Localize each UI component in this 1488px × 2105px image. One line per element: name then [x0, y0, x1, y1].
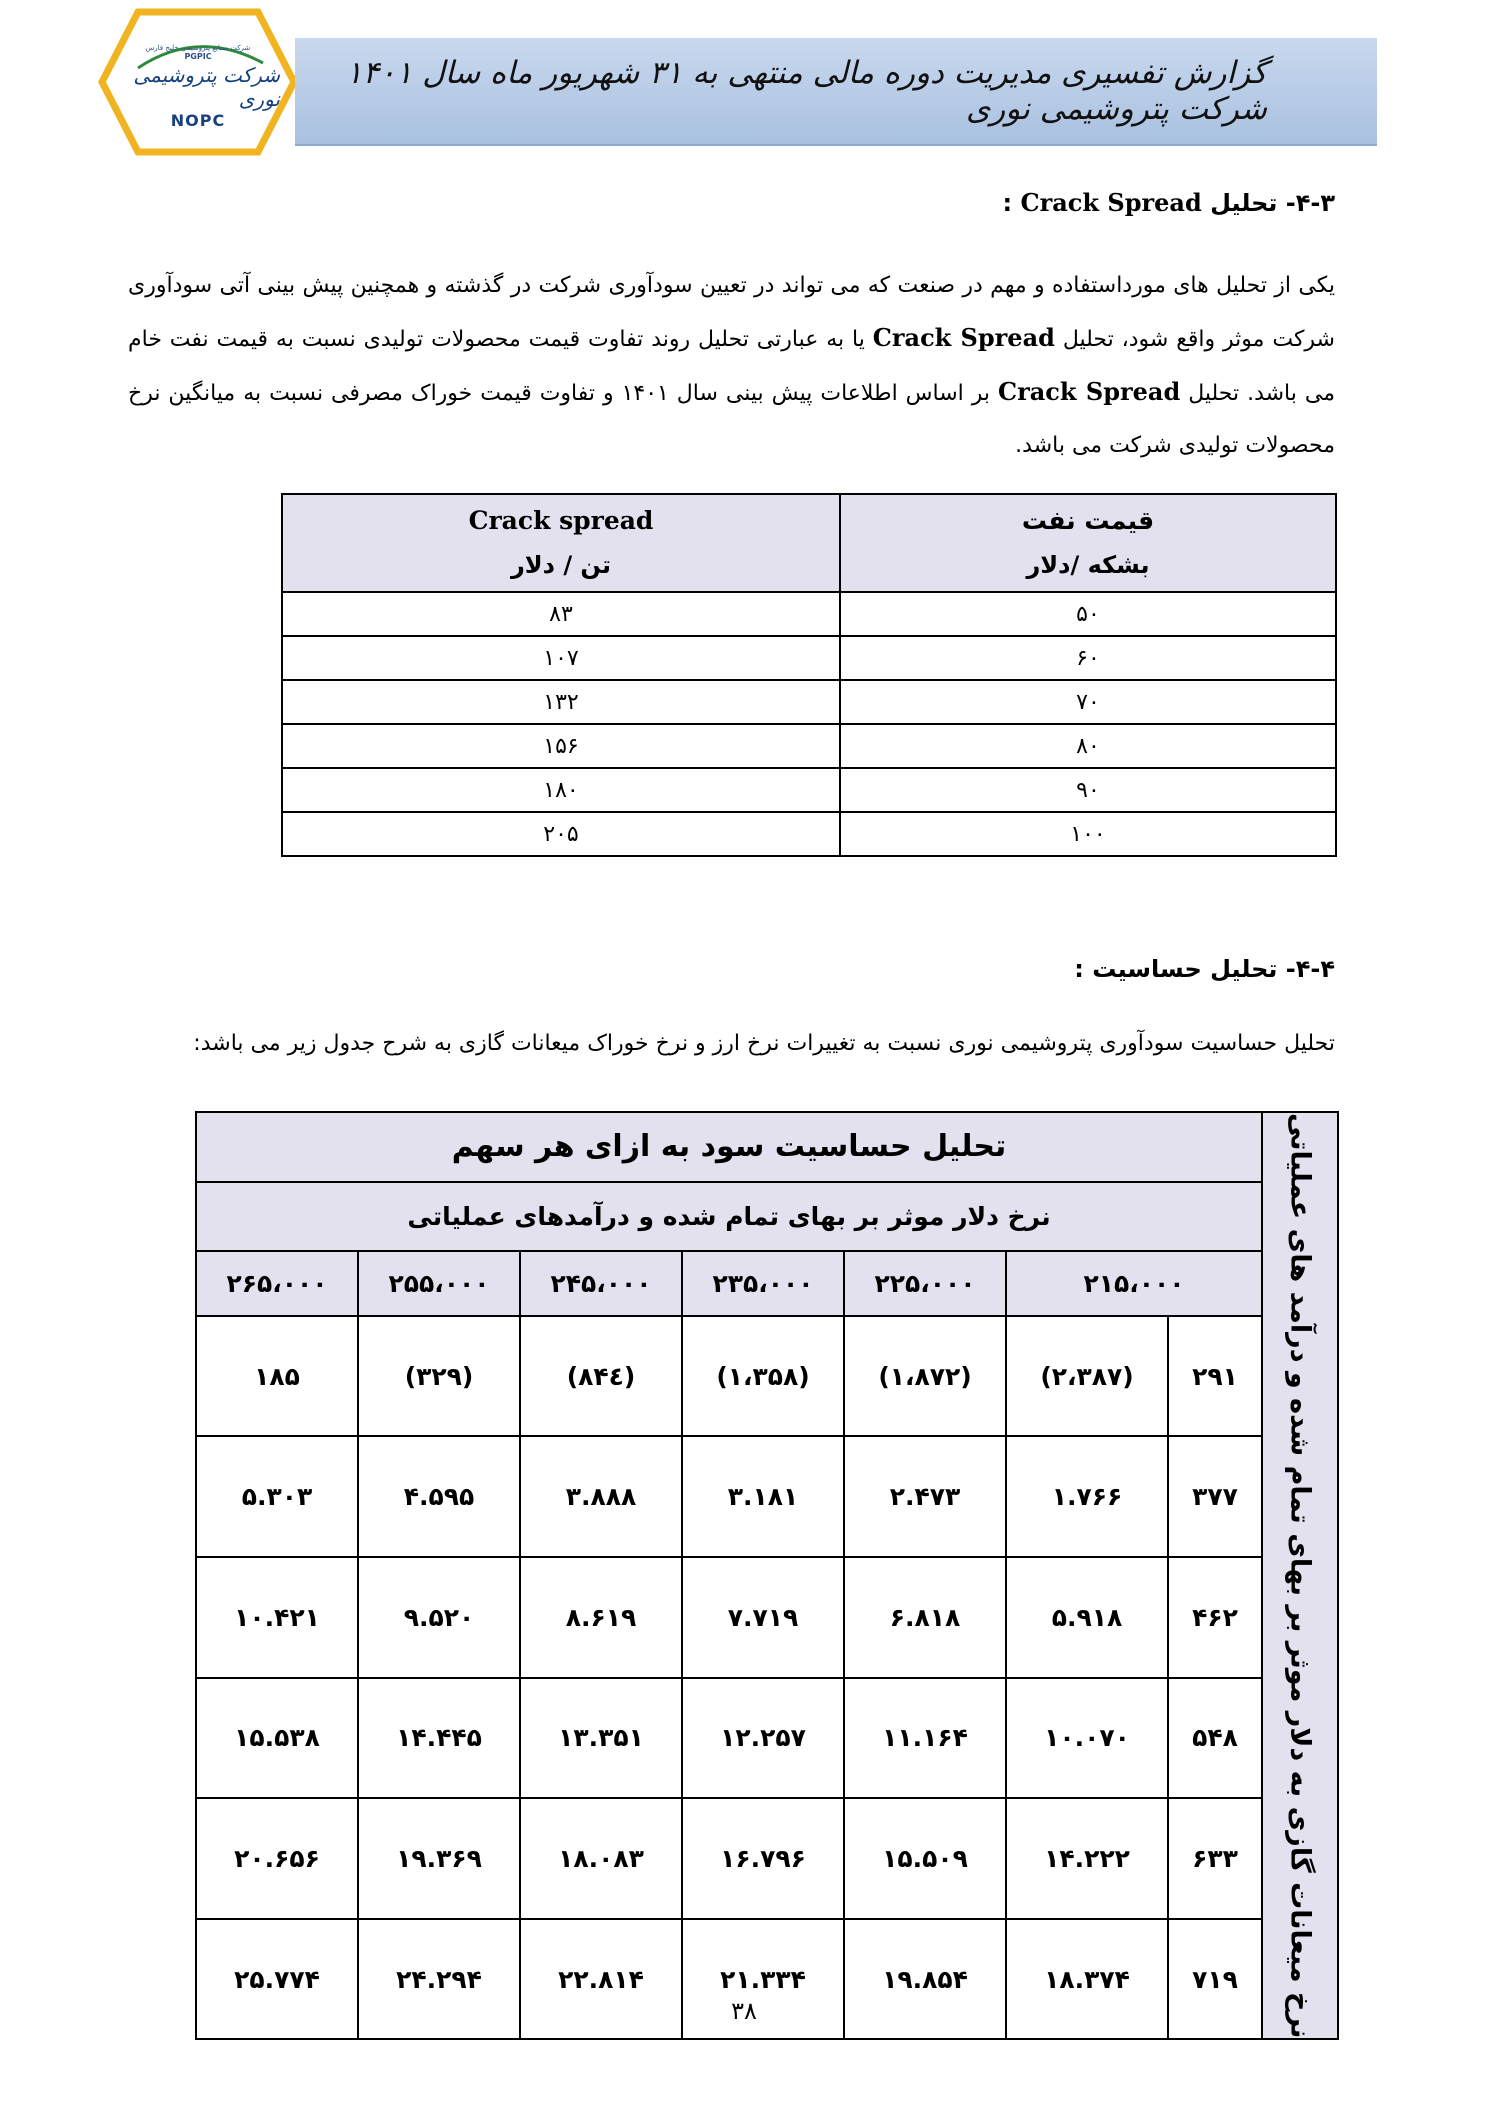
table-cell: ۱۹.۳۶۹: [358, 1798, 520, 1919]
table-row: [196, 1316, 1338, 1437]
section-heading-crack-spread: [1003, 188, 1336, 217]
row-key-cell: ۷۱۹: [1168, 1919, 1262, 2040]
table-cell: ۲۴.۲۹۴: [358, 1919, 520, 2040]
table-cell: ۱۶.۷۹۶: [682, 1798, 844, 1919]
table-cell: (۱،۸۷۲): [844, 1316, 1006, 1437]
table-row: [196, 1436, 1338, 1557]
table-row: [196, 1678, 1338, 1799]
crack-spread-header-unit: تن / دلار: [510, 551, 612, 579]
table-cell: ۲۰.۶۵۶: [196, 1798, 358, 1919]
row-key-cell: ۶۳۳: [1168, 1798, 1262, 1919]
logo-company-name: شرکت پتروشیمی نوری: [133, 63, 280, 111]
table-cell: ۶.۸۱۸: [844, 1557, 1006, 1678]
table-row: [282, 680, 1336, 724]
para-part-2: یا به عبارتی تحلیل روند تفاوت قیمت محصولات تولیدی نسبت به قیمت نفت خام می باشد. تحلیل: [128, 327, 1335, 406]
table-cell: (۲،۳۸۷): [1006, 1316, 1168, 1437]
table-cell: ۱۴.۲۲۲: [1006, 1798, 1168, 1919]
table-cell: ۵.۳۰۳: [196, 1436, 358, 1557]
logo-pgpic-text: PGPIC: [184, 52, 212, 61]
table-cell: ۱۵.۵۳۸: [196, 1678, 358, 1799]
crack-spread-cell: ۱۸۰: [282, 768, 840, 812]
table-row: [282, 592, 1336, 636]
sensitivity-table-title: تحلیل حساسیت سود به ازای هر سهم: [196, 1112, 1262, 1182]
column-header: ۲۲۵،۰۰۰: [844, 1251, 1006, 1316]
row-key-cell: ۴۶۲: [1168, 1557, 1262, 1678]
crack-spread-header: [282, 494, 840, 592]
oil-price-header-title: قیمت نفت: [1021, 506, 1155, 535]
crack-spread-cell: ۲۰۵: [282, 812, 840, 856]
table-cell: ۱۸.۰۸۳: [520, 1798, 682, 1919]
report-title: گزارش تفسیری مدیریت دوره مالی منتهی به ۳۱ شهریور ماه سال ۱۴۰۱ شرکت پتروشیمی نوری: [345, 55, 1267, 127]
oil-price-cell: ۵۰: [840, 592, 1336, 636]
para-latin-2: Crack Spread: [997, 377, 1181, 406]
heading-suffix: :: [1002, 189, 1013, 217]
table-cell: ۱۳.۳۵۱: [520, 1678, 682, 1799]
table-cell: (۸۴٤): [520, 1316, 682, 1437]
table-row: [282, 724, 1336, 768]
crack-spread-paragraph: [128, 260, 1335, 472]
table-cell: ۱۰.۴۲۱: [196, 1557, 358, 1678]
table-cell: ۲.۴۷۳: [844, 1436, 1006, 1557]
oil-price-cell: ۹۰: [840, 768, 1336, 812]
table-row: [282, 812, 1336, 856]
table-cell: ۸.۶۱۹: [520, 1557, 682, 1678]
column-header: ۲۴۵،۰۰۰: [520, 1251, 682, 1316]
table-cell: (۳۲۹): [358, 1316, 520, 1437]
sensitivity-table: [195, 1111, 1339, 2040]
table-row: [282, 768, 1336, 812]
table-cell: ۱۰.۰۷۰: [1006, 1678, 1168, 1799]
table-cell: ۳.۱۸۱: [682, 1436, 844, 1557]
table-cell: ۷.۷۱۹: [682, 1557, 844, 1678]
crack-spread-header-title: Crack spread: [468, 506, 654, 535]
para-part-1: یکی از تحلیل های مورداستفاده و مهم در صنعت که می تواند در تعیین سودآوری شرکت در گذشته و همچنین پیش بینی آتی سودآوری شرکت موثر واقع شود، تحلیل: [128, 273, 1335, 352]
company-logo: [98, 8, 298, 156]
oil-price-cell: ۷۰: [840, 680, 1336, 724]
table-cell: ۲۱.۳۳۴: [682, 1919, 844, 2040]
table-cell: ۲۵.۷۷۴: [196, 1919, 358, 2040]
column-header: ۲۱۵،۰۰۰: [1006, 1251, 1262, 1316]
table-cell: ۱.۷۶۶: [1006, 1436, 1168, 1557]
sensitivity-paragraph: تحلیل حساسیت سودآوری پتروشیمی نوری نسبت به تغییرات نرخ ارز و نرخ خوراک میعانات گازی به شرح جدول زیر می باشد:: [193, 1031, 1335, 1056]
table-cell: ۴.۵۹۵: [358, 1436, 520, 1557]
table-cell: ۱۴.۴۴۵: [358, 1678, 520, 1799]
logo-parent-company-text: شرکت صنایع پتروشیمی خلیج فارس: [145, 44, 251, 52]
header-banner: [295, 38, 1377, 146]
dollar-rate-header: نرخ دلار موثر بر بهای تمام شده و درآمدهای عملیاتی: [196, 1182, 1262, 1252]
row-key-cell: ۵۴۸: [1168, 1678, 1262, 1799]
row-key-cell: ۲۹۱: [1168, 1316, 1262, 1437]
table-row: [196, 1798, 1338, 1919]
table-cell: ۵.۹۱۸: [1006, 1557, 1168, 1678]
column-header: ۲۶۵،۰۰۰: [196, 1251, 358, 1316]
table-cell: ۱۱.۱۶۴: [844, 1678, 1006, 1799]
crack-spread-cell: ۱۰۷: [282, 636, 840, 680]
table-cell: ۱۵.۵۰۹: [844, 1798, 1006, 1919]
table-cell: ۱۹.۸۵۴: [844, 1919, 1006, 2040]
crack-spread-table: [281, 493, 1337, 857]
column-header-row: [196, 1251, 1338, 1316]
table-cell: ۱۸۵: [196, 1316, 358, 1437]
para-part-3: بر اساس اطلاعات پیش بینی سال ۱۴۰۱ و تفاوت قیمت خوراک مصرفی نسبت به میانگین نرخ محصولات تولیدی شرکت می باشد.: [128, 381, 1335, 458]
logo-nopc-text: NOPC: [170, 111, 226, 130]
crack-spread-cell: ۱۵۶: [282, 724, 840, 768]
table-cell: ۱۸.۳۷۴: [1006, 1919, 1168, 2040]
oil-price-cell: ۶۰: [840, 636, 1336, 680]
oil-price-header: [840, 494, 1336, 592]
table-row: [282, 636, 1336, 680]
heading-latin: Crack Spread: [1020, 188, 1202, 217]
page-number: ۳۸: [731, 1997, 757, 2025]
oil-price-cell: ۱۰۰: [840, 812, 1336, 856]
table-cell: ۳.۸۸۸: [520, 1436, 682, 1557]
table-cell: ۲۲.۸۱۴: [520, 1919, 682, 2040]
table-cell: (۱،۳۵۸): [682, 1316, 844, 1437]
heading-prefix: ۴-۳- تحلیل: [1210, 189, 1335, 217]
table-cell: ۹.۵۲۰: [358, 1557, 520, 1678]
para-latin-1: Crack Spread: [872, 323, 1055, 352]
table-row: [196, 1557, 1338, 1678]
feed-rate-side-header: [1262, 1112, 1338, 2039]
section-heading-sensitivity: ۴-۴- تحلیل حساسیت :: [1074, 955, 1335, 983]
oil-price-cell: ۸۰: [840, 724, 1336, 768]
table-header-row: [282, 494, 1336, 592]
oil-price-header-unit: بشکه /دلار: [1026, 551, 1150, 579]
crack-spread-cell: ۱۳۲: [282, 680, 840, 724]
column-header: ۲۵۵،۰۰۰: [358, 1251, 520, 1316]
column-header: ۲۳۵،۰۰۰: [682, 1251, 844, 1316]
row-key-cell: ۳۷۷: [1168, 1436, 1262, 1557]
feed-rate-side-label: نرخ میعانات گازی به دلار موثر بر بهای تمام شده و درآمد های عملیاتی: [1284, 1113, 1316, 2039]
crack-spread-cell: ۸۳: [282, 592, 840, 636]
table-cell: ۱۲.۲۵۷: [682, 1678, 844, 1799]
